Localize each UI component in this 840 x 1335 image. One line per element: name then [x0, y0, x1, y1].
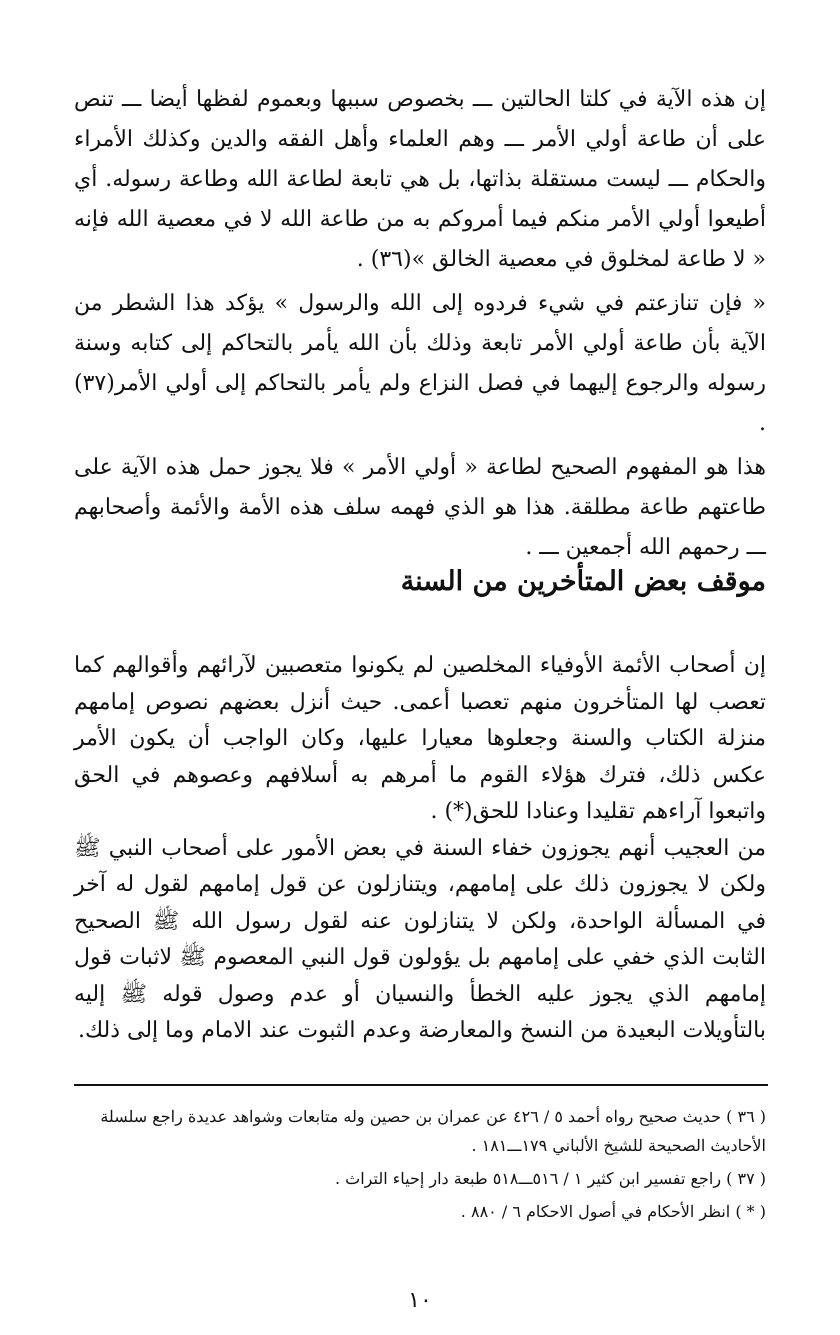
- footnote-37: ( ٣٧ ) راجع تفسير ابن كثير ١ / ٥١٦ـــ٥١٨ طبعة دار إحياء التراث .: [334, 1169, 766, 1188]
- paragraph-3: هذا هو المفهوم الصحيح لطاعة « أولي الأمر » فلا يجوز حمل هذه الآية على طاعتهم طاعة مطلقة. هذا هو الذي فهمه سلف هذه الأمة والأئمة وأصحابهم ـــ رحمهم الله أجمعين ـــ .: [74, 455, 766, 560]
- footnote-star: ( * ) انظر الأحكام في أصول الاحكام ٦ / ٨٨٠ .: [460, 1202, 766, 1221]
- paragraph-1: إن هذه الآية في كلتا الحالتين ـــ بخصوص سببها وبعموم لفظها أيضا ـــ تنص على أن طاعة أولي الأمر ـــ وهم العلماء وأهل الفقه والدين وكذلك الأمراء والحكام ـــ ليست مستقلة بذاتها، بل هي تابعة لطاعة الله وطاعة رسوله. أي أطيعوا أولي الأمر منكم فيما أمروكم به من طاعة الله لا في معصية الله فإنه « لا طاعة لمخلوق في معصية الخالق »(٣٦) .: [74, 87, 766, 272]
- footnotes: [74, 1102, 766, 1230]
- main-text-block: [74, 80, 766, 572]
- footnote-36: ( ٣٦ ) حديث صحيح رواه أحمد ٥ / ٤٢٦ عن عمران بن حصين وله متابعات وشواهد عديدة راجع سلسلة الأحاديث الصحيحة للشيخ الألباني ١٧٩ـــ١٨١ .: [100, 1107, 766, 1155]
- section-paragraph-1: إن أصحاب الأئمة الأوفياء المخلصين لم يكونوا متعصبين لآرائهم وأقوالهم كما تعصب لها المتأخرون منهم تعصبا أعمى. حيث أنزل بعضهم نصوص إمامهم منزلة الكتاب والسنة وجعلوها معيارا عليها، وكان الواجب أن يكون الأمر عكس ذلك، فترك هؤلاء القوم ما أمرهم به أسلافهم وعصوهم في الحق واتبعوا آراءهم تقليدا وعنادا للحق(*) .: [74, 653, 766, 824]
- page-number: ١٠: [408, 1288, 432, 1313]
- paragraph-2: « فإن تنازعتم في شيء فردوه إلى الله والرسول » يؤكد هذا الشطر من الآية بأن طاعة أولي الأمر تابعة وذلك بأن الله يأمر بالتحاكم إلى كتابه وسنة رسوله والرجوع إليهما في فصل النزاع ولم يأمر بالتحاكم إلى أولي الأمر(٣٧) .: [74, 291, 766, 436]
- section-heading: موقف بعض المتأخرين من السنة: [400, 566, 766, 597]
- section-paragraph-2: من العجيب أنهم يجوزون خفاء السنة في بعض الأمور على أصحاب النبي ﷺ ولكن لا يجوزون ذلك على إمامهم، ويتنازلون عن قول إمامهم لقول له آخر في المسألة الواحدة، ولكن لا يتنازلون عنه لقول رسول الله ﷺ الصحيح الثابت الذي خفي على إمامهم بل يؤولون قول النبي المعصوم ﷺ لاثبات قول إمامهم الذي يجوز عليه الخطأ والنسيان أو عدم وصول قوله ﷺ إليه بالتأويلات البعيدة من النسخ والمعارضة وعدم الثبوت عند الامام وما إلى ذلك.: [74, 835, 766, 1043]
- section-text-block: [74, 648, 766, 1050]
- footnote-divider: [74, 1084, 768, 1086]
